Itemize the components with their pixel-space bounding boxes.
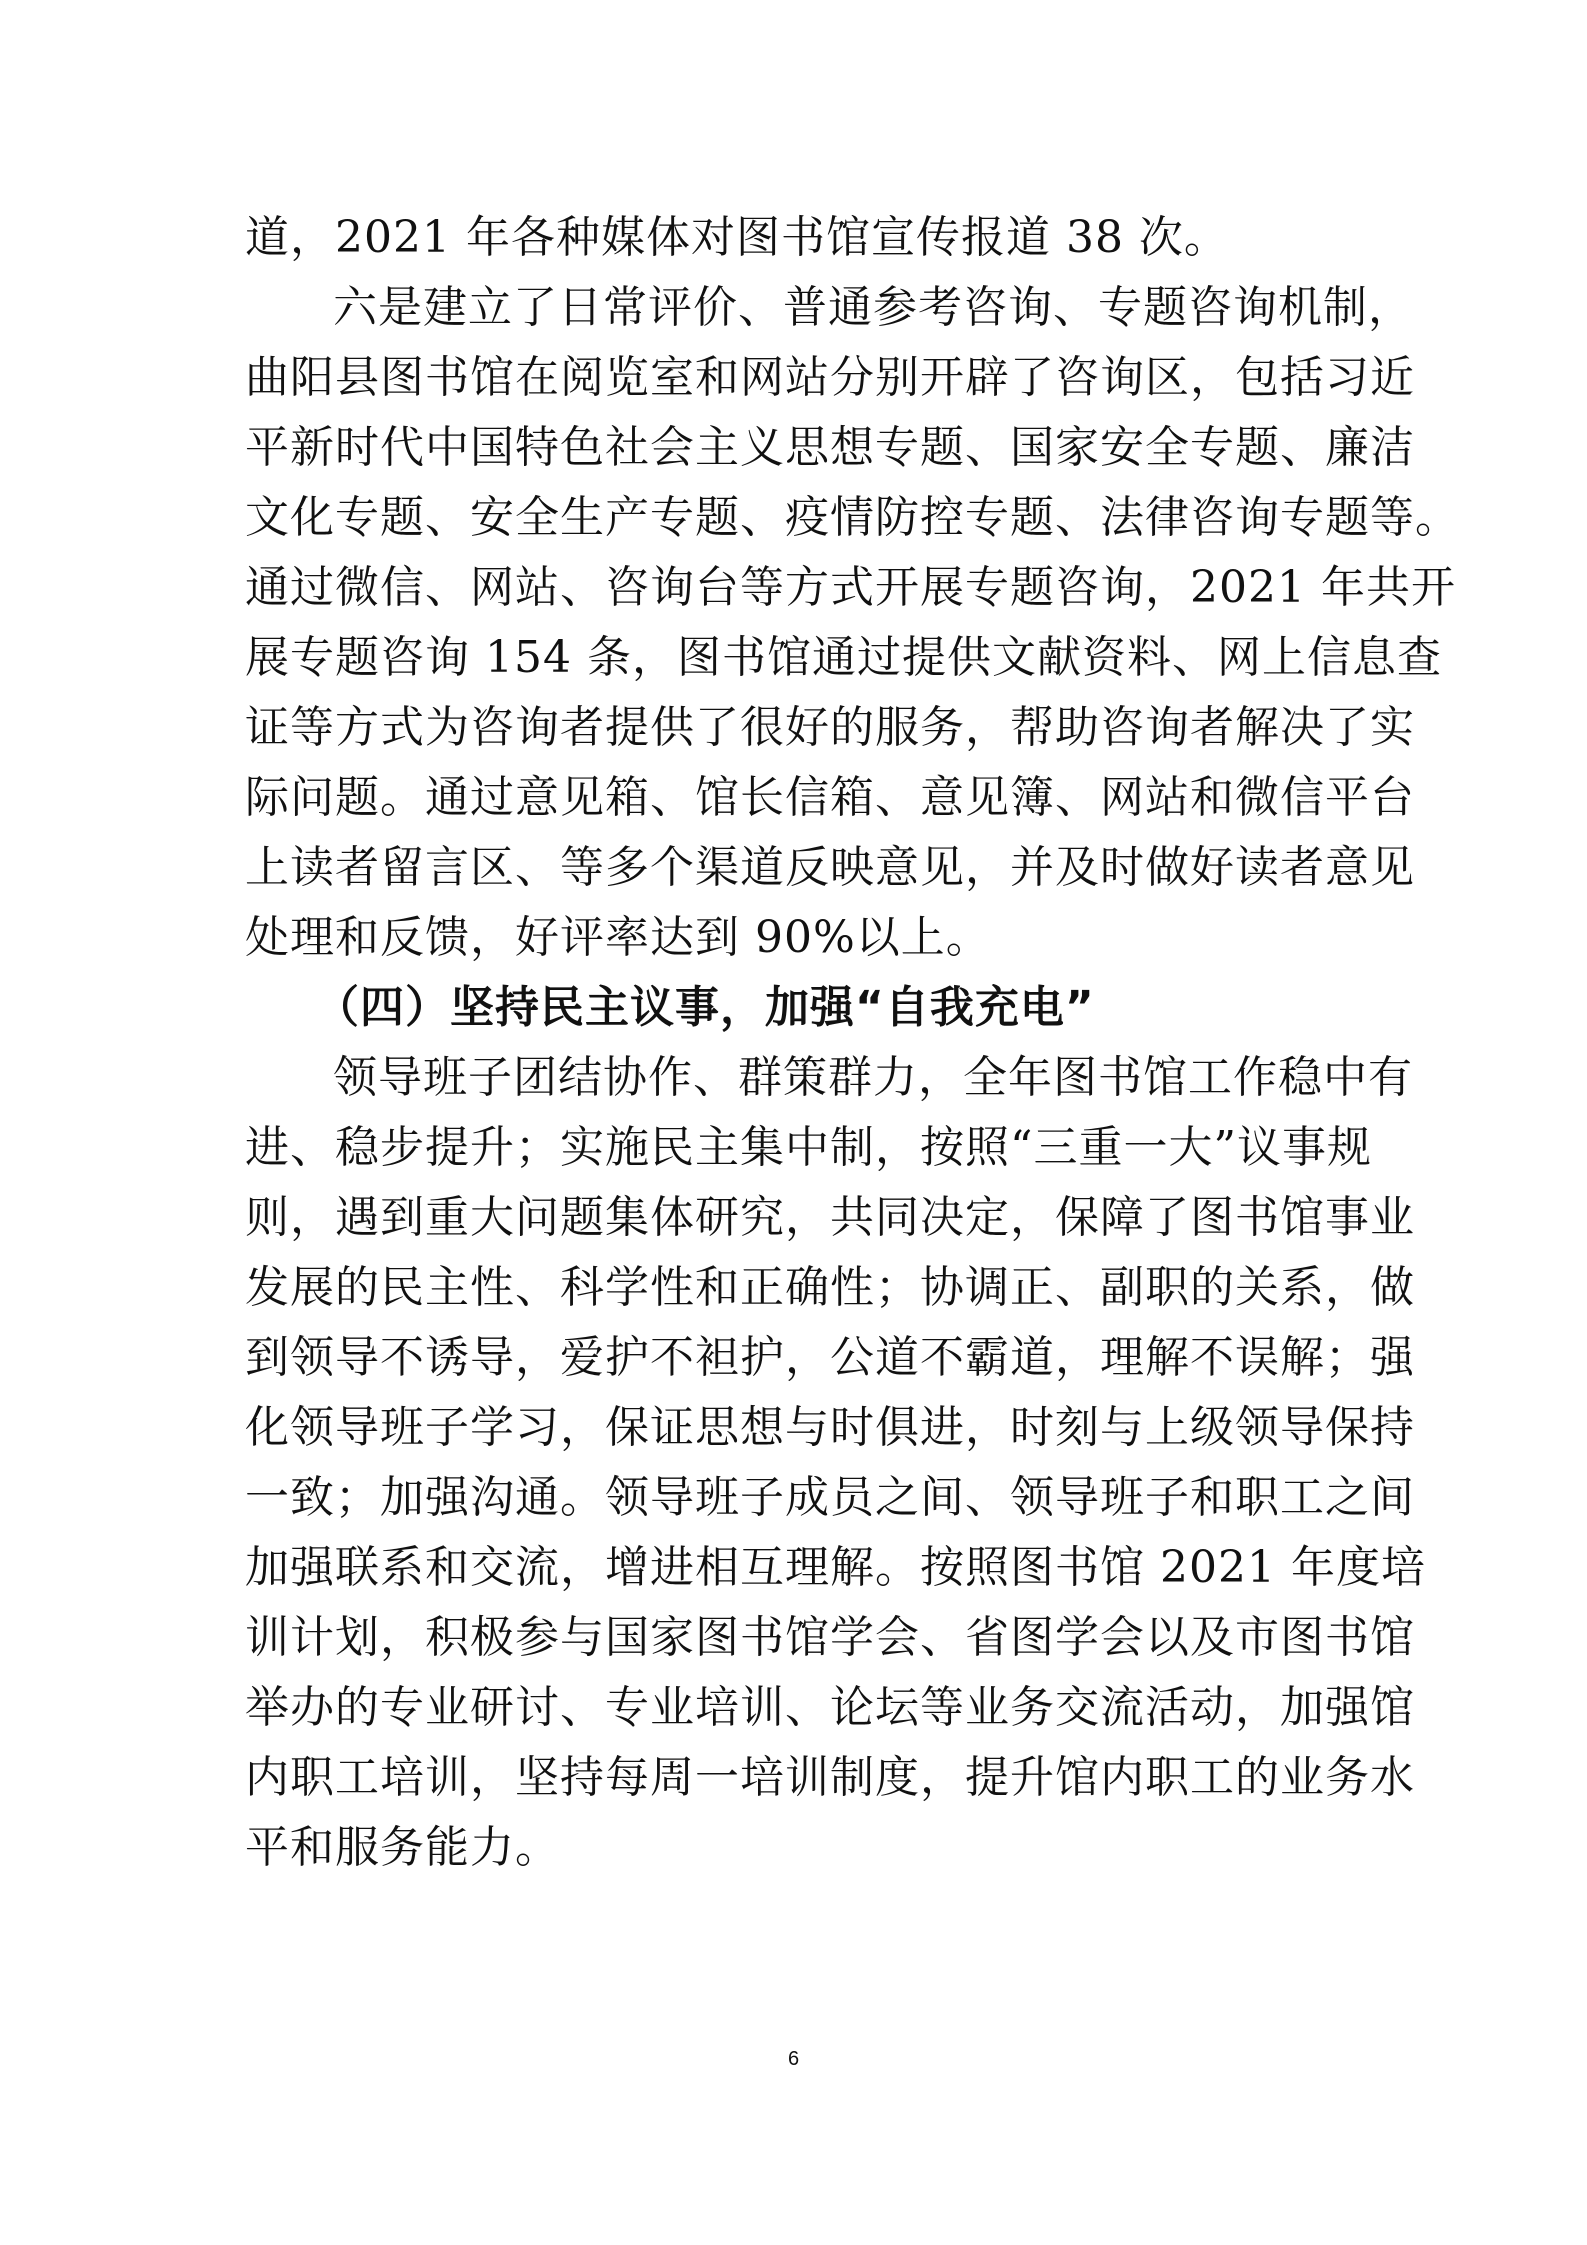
paragraph-line: 到领导不诱导，爱护不袒护，公道不霸道，理解不误解；强 [245,1332,1415,1383]
paragraph-line: 平新时代中国特色社会主义思想专题、国家安全专题、廉洁 [245,422,1415,473]
paragraph-line: 领导班子团结协作、群策群力，全年图书馆工作稳中有 [333,1052,1413,1103]
paragraph-line: 一致；加强沟通。领导班子成员之间、领导班子和职工之间 [245,1472,1415,1523]
paragraph-line: 际问题。通过意见箱、馆长信箱、意见簿、网站和微信平台 [245,772,1415,823]
paragraph-line: 内职工培训，坚持每周一培训制度，提升馆内职工的业务水 [245,1752,1415,1803]
paragraph-line: 曲阳县图书馆在阅览室和网站分别开辟了咨询区，包括习近 [245,352,1415,403]
paragraph-line: 进、稳步提升；实施民主集中制，按照“三重一大”议事规 [245,1122,1372,1173]
paragraph-line: 展专题咨询 154 条，图书馆通过提供文献资料、网上信息查 [245,632,1442,683]
paragraph-line: 证等方式为咨询者提供了很好的服务，帮助咨询者解决了实 [245,702,1415,753]
paragraph-line: 六是建立了日常评价、普通参考咨询、专题咨询机制， [333,282,1413,333]
paragraph-line: 加强联系和交流，增进相互理解。按照图书馆 2021 年度培 [245,1542,1426,1593]
paragraph-line: 文化专题、安全生产专题、疫情防控专题、法律咨询专题等。 [245,492,1460,543]
paragraph-line: 发展的民主性、科学性和正确性；协调正、副职的关系，做 [245,1262,1415,1313]
paragraph-line: 平和服务能力。 [245,1822,560,1873]
paragraph-line: 通过微信、网站、咨询台等方式开展专题咨询，2021 年共开 [245,562,1456,613]
paragraph-line: 上读者留言区、等多个渠道反映意见，并及时做好读者意见 [245,842,1415,893]
paragraph-line: 则，遇到重大问题集体研究，共同决定，保障了图书馆事业 [245,1192,1415,1243]
paragraph-line: 处理和反馈，好评率达到 90%以上。 [245,912,991,963]
paragraph-line: 训计划，积极参与国家图书馆学会、省图学会以及市图书馆 [245,1612,1415,1663]
paragraph-line: 举办的专业研讨、专业培训、论坛等业务交流活动，加强馆 [245,1682,1415,1733]
paragraph-line: 道，2021 年各种媒体对图书馆宣传报道 38 次。 [245,212,1229,263]
section-heading: （四）坚持民主议事，加强“自我充电” [315,982,1095,1033]
paragraph-line: 化领导班子学习，保证思想与时俱进，时刻与上级领导保持 [245,1402,1415,1453]
page-number: 6 [787,2048,800,2070]
